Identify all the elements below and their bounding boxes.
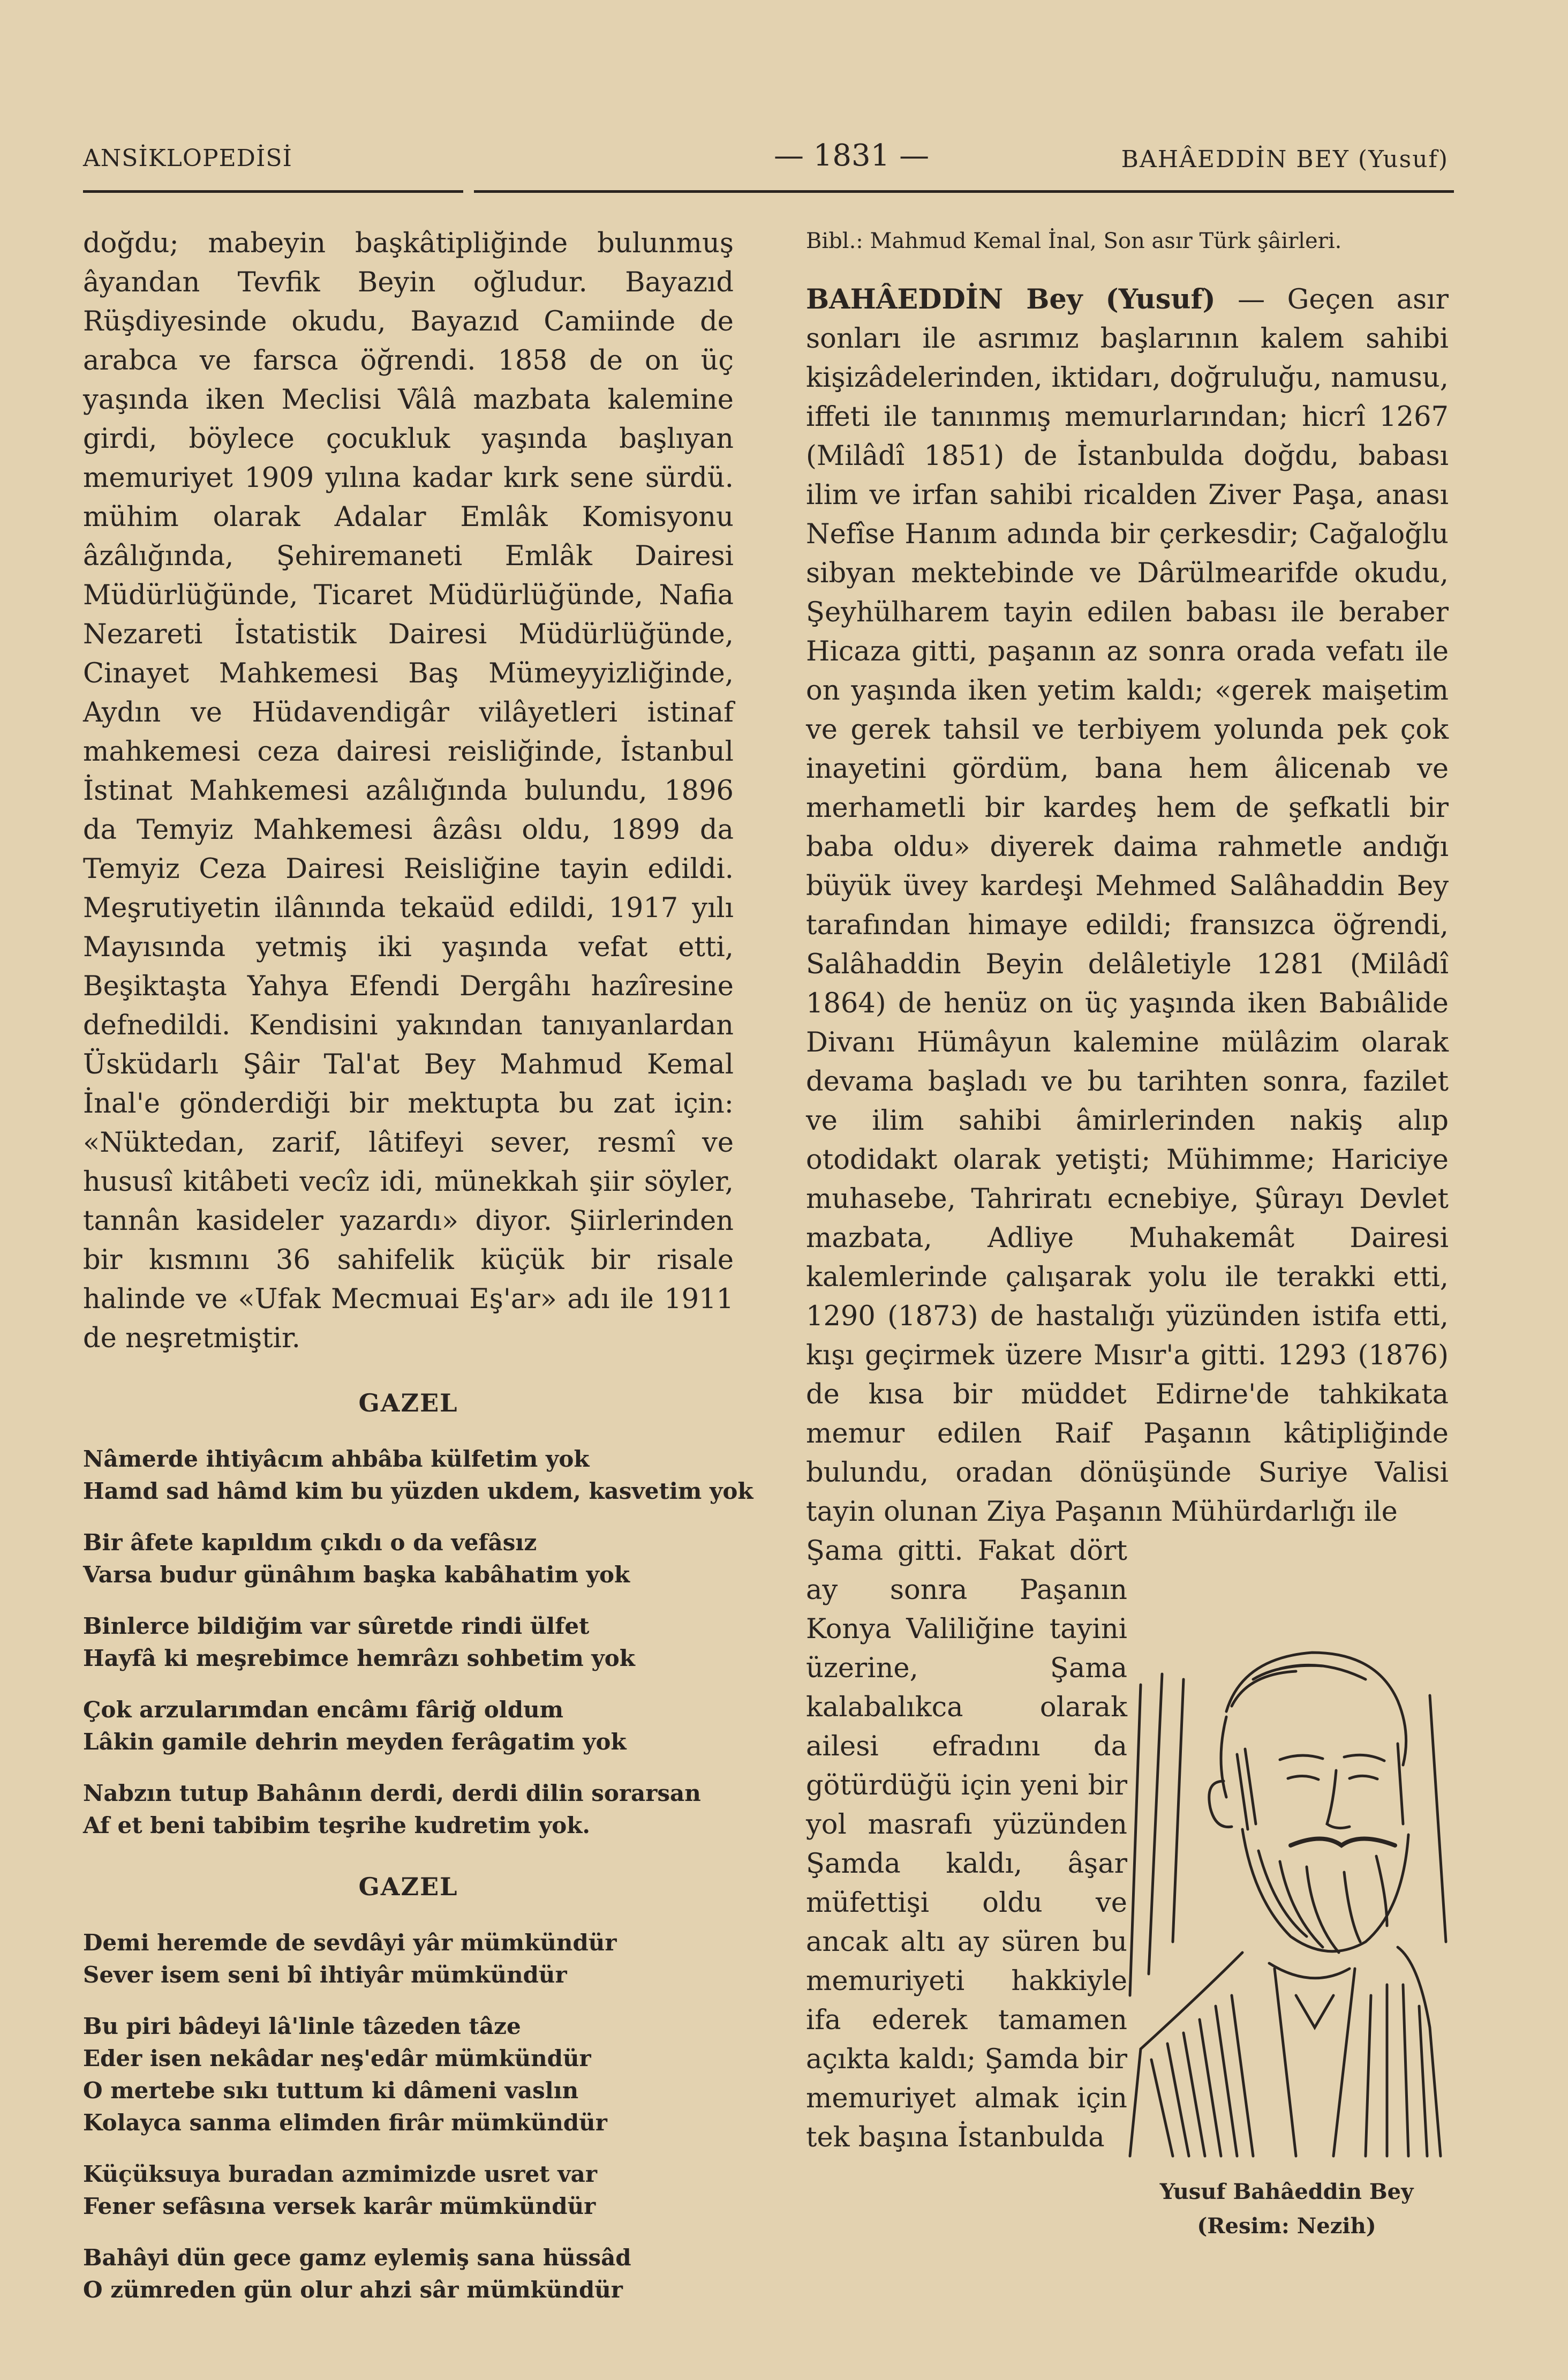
bibliography [806, 228, 1449, 254]
bibliography-label: Bibl.: [806, 229, 863, 253]
poem-1-title: GAZEL [358, 1388, 458, 1417]
poem-2-stanza: Demi heremde de sevdâyi yâr mümkündür Sever isem seni bî ihtiyâr mümkündür [83, 1929, 617, 1988]
bibliography-text: Mahmud Kemal İnal, Son asır Türk şâirleri. [870, 229, 1342, 253]
poem-2-stanza: Küçüksuya buradan azmimizde usret var Fener sefâsına versek karâr mümkündür [83, 2161, 597, 2219]
left-column [83, 224, 753, 2325]
portrait-caption-name: Yusuf Bahâeddin Bey [1159, 2179, 1414, 2204]
poem-1-stanza: Nabzın tutup Bahânın derdi, derdi dilin sorarsan Af et beni tabibim teşrihe kudretim yok. [83, 1780, 701, 1838]
page-number: — 1831 — [774, 138, 930, 173]
entry-body: — Geçen asır sonları ile asrımız başlarının kalem sahibi kişizâdelerinden, iktidarı, doğruluğu, namusu, iffeti ile tanınmış memurlarından; hicrî 1267 (Milâdî 1851) de İstanbulda doğdu, babası ilim ve irfan sahibi ricalden Ziver Paşa, anası Nefîse Hanım adında bir çerkesdir; Cağaloğlu sibyan mektebinde ve Dârülmearifde okudu, Şeyhülharem tayin edilen babası ile beraber Hicaza gitti, paşanın az sonra orada vefatı ile on yaşında iken yetim kaldı; «gerek maişetim ve gerek tahsil ve terbiyem yolunda pek çok inayetini gördüm, bana hem âlicenab ve merhametli bir kardeş hem de şefkatli bir baba oldu» diyerek daima rahmetle andığı büyük üvey kardeşi Mehmed Salâhaddin Bey tarafından himaye edildi; fransızca öğrendi, Salâhaddin Beyin delâletiyle 1281 (Milâdî 1864) de henüz on üç yaşında iken Babıâlide Divanı Hümâyun kalemine mülâzim olarak devama başladı ve bu tarihten sonra, fazilet ve ilim sahibi âmirlerinden nakiş alıp otodidakt olarak yetişti; Mühimme; Hariciye muhasebe, Tahriratı ecnebiye, Şûrayı Devlet mazbata, Adliye Muhakemât Dairesi kalemlerinde çalışarak yolu ile terakki etti, 1290 (1873) de hastalığı yüzünden istifa etti, kışı geçirmek üzere Mısır'a gitti. 1293 (1876) de kısa bir müddet Edirne'de tahkikata memur edilen Raif Paşanın kâtipliğinde bulundu, oradan dönüşünde Suriye Valisi tayin olunan Ziya Paşanın Mühürdarlığı ile [806, 284, 1449, 1528]
poem-1-stanza: Binlerce bildiğim var sûretde rindi ülfet Hayfâ ki meşrebimce hemrâzı sohbetim yok [83, 1613, 635, 1671]
portrait-caption [1119, 2175, 1454, 2243]
header-right: BAHÂEDDİN BEY (Yusuf) [1121, 146, 1449, 173]
left-body-text: doğdu; mabeyin başkâtipliğinde bulunmuş âyandan Tevfik Beyin oğludur. Bayazıd Rüşdiyesinde okudu, Bayazıd Camiinde de arabca ve farsca öğrendi. 1858 de on üç yaşında iken Meclisi Vâlâ mazbata kalemine girdi, böylece çocukluk yaşında başlıyan memuriyet 1909 yılına kadar kırk sene sürdü. mühim olarak Adalar Emlâk Komisyonu âzâlığında, Şehiremaneti Emlâk Dairesi Müdürlüğünde, Ticaret Müdürlüğünde, Nafia Nezareti İstatistik Dairesi Müdürlüğünde, Cinayet Mahkemesi Baş Mümeyyizliğinde, Aydın ve Hüdavendigâr vilâyetleri istinaf mahkemesi ceza dairesi reisliğinde, İstanbul İstinat Mahkemesi azâlığında bulundu, 1896 da Temyiz Mahkemesi âzâsı oldu, 1899 da Temyiz Ceza Dairesi Reisliğine tayin edildi. Meşrutiyetin ilânında tekaüd edildi, 1917 yılı Mayısında yetmiş iki yaşında vefat etti, Beşiktaşta Yahya Efendi Dergâhı hazîresine defnedildi. Kendisini yakından tanıyanlardan Üsküdarlı Şâir Tal'at Bey Mahmud Kemal İnal'e gönderdiği bir mektupta bu zat için: «Nüktedan, zarif, lâtifeyi sever, resmî ve hususî kitâbeti vecîz idi, münekkah şiir söyler, tannân kasideler yazardı» diyor. Şiirlerinden bir kısmını 36 sahifelik küçük bir risale halinde ve «Ufak Mecmuai Eş'ar» adı ile 1911 de neşretmiştir. [83, 228, 734, 1354]
header-rule-right [474, 190, 1454, 193]
entry-body-wrapped: Şama gitti. Fakat dört ay sonra Paşanın Konya Valiliğine tayini üzerine, Şama kalabalıkca olarak ailesi efradını da götürdüğü için yeni bir yol masrafı yüzünden Şamda kaldı, âşar müfettişi oldu ve ancak altı ay süren bu memuriyeti hakkiyle ifa ederek tamamen açıkta kaldı; Şamda bir memuriyet almak için tek başına İstanbulda [806, 1535, 1127, 2153]
poem-2-stanza: Bahâyi dün gece gamz eylemiş sana hüssâd O zümreden gün olur ahzi sâr mümkündür [83, 2244, 631, 2303]
entry-paragraph [806, 280, 1449, 1531]
poem-1-stanza: Nâmerde ihtiyâcım ahbâba külfetim yok Hamd sad hâmd kim bu yüzden ukdem, kasvetim yok [83, 1446, 753, 1504]
poem-1-stanza: Çok arzularımdan encâmı fâriğ oldum Lâkin gamile dehrin meyden ferâgatim yok [83, 1696, 627, 1755]
running-header [83, 138, 1449, 181]
poem-2-stanza: Bu piri bâdeyi lâ'linle tâzeden tâze Eder isen nekâdar neş'edâr mümkündür O mertebe sıkı tuttum ki dâmeni vaslın Kolayca sanma elimden firâr mümkündür [83, 2013, 607, 2136]
entry-title: BAHÂEDDİN Bey (Yusuf) [806, 283, 1216, 316]
header-left: ANSİKLOPEDİSİ [83, 145, 292, 172]
poem-2-title: GAZEL [358, 1872, 458, 1901]
header-rule-left [83, 190, 463, 193]
portrait-drawing [1119, 1620, 1454, 2161]
portrait-caption-credit: (Resim: Nezih) [1197, 2213, 1376, 2239]
poem-1-stanza: Bir âfete kapıldım çıkdı o da vefâsız Varsa budur günâhım başka kabâhatim yok [83, 1529, 630, 1588]
